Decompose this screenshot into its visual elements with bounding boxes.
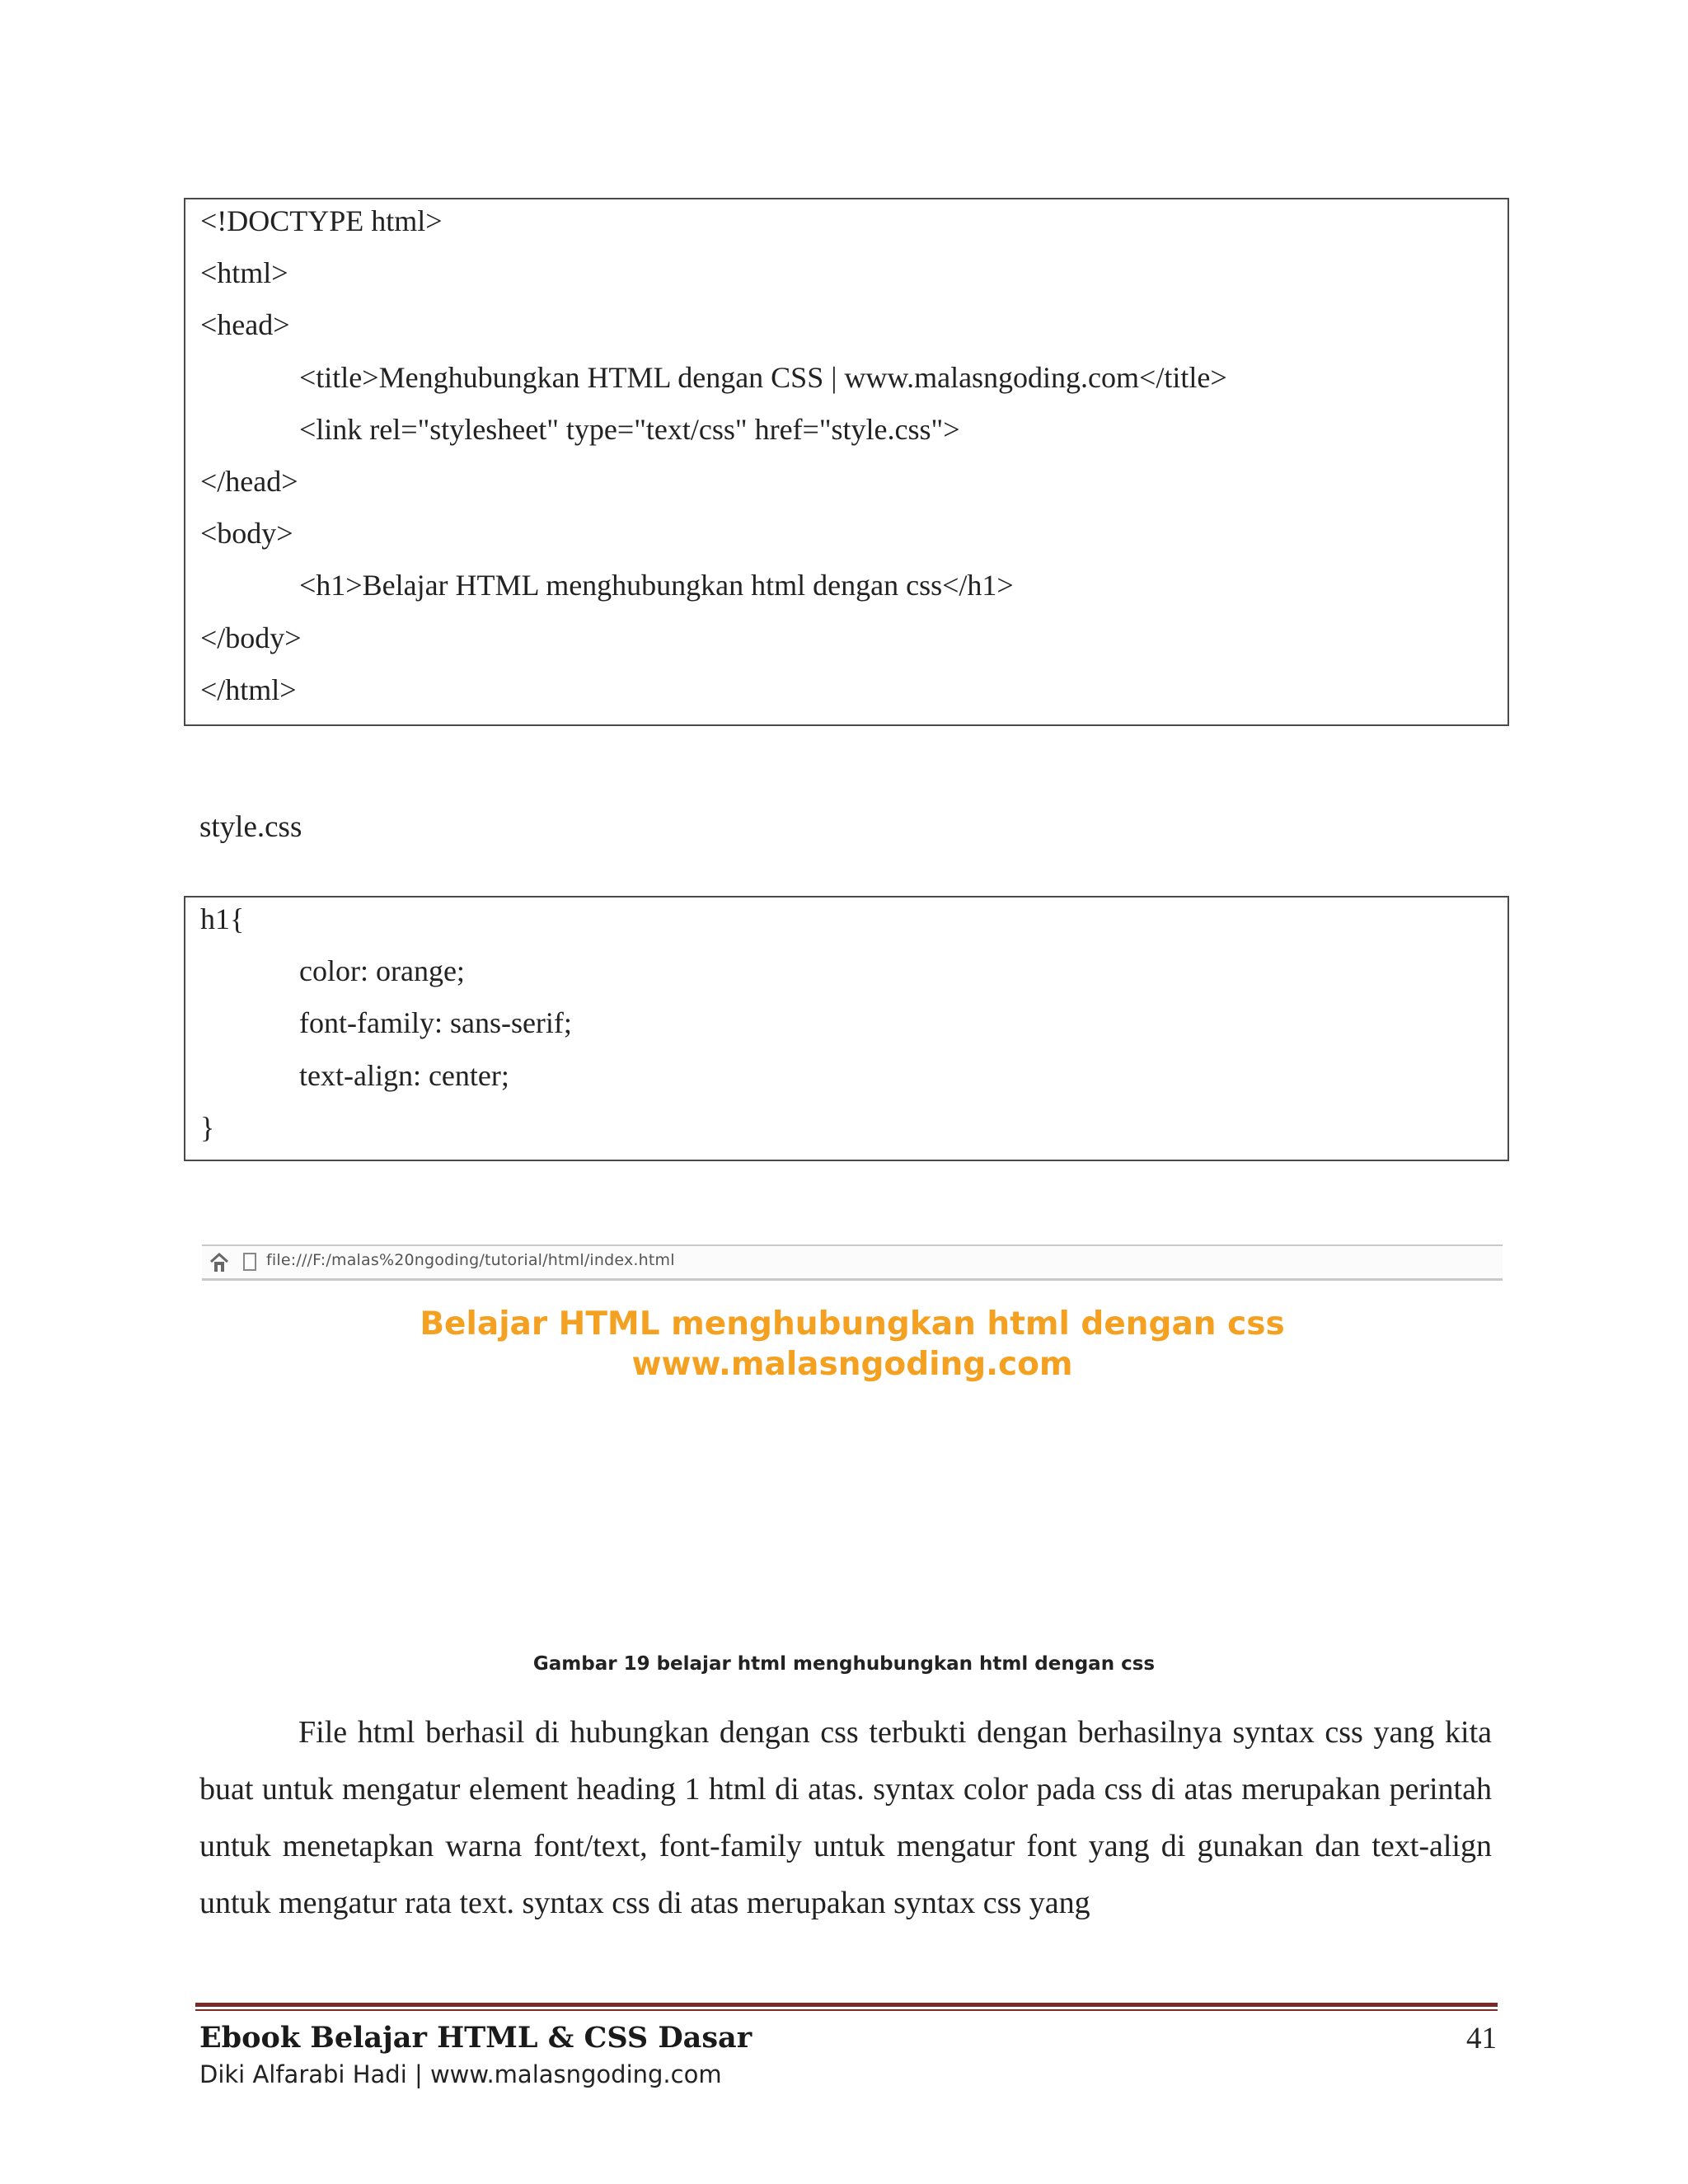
code-line: font-family: sans-serif; <box>299 1006 572 1040</box>
figure-caption: Gambar 19 belajar html menghubungkan html dengan css <box>532 1653 1156 1675</box>
footer-title: Ebook Belajar HTML & CSS Dasar <box>199 2021 753 2055</box>
code-line: <head> <box>200 308 290 342</box>
footer-rule-thin <box>195 2009 1498 2011</box>
url-text[interactable]: file:///F:/malas%20ngoding/tutorial/html/index.html <box>266 1251 675 1269</box>
footer-author: Diki Alfarabi Hadi | www.malasngoding.com <box>199 2060 722 2088</box>
code-line: </head> <box>200 465 298 498</box>
code-line: color: orange; <box>299 954 465 988</box>
page-number: 41 <box>1466 2022 1497 2055</box>
code-line: } <box>200 1110 215 1144</box>
code-line: </html> <box>200 673 297 706</box>
page-icon <box>243 1253 256 1271</box>
code-line: <html> <box>200 256 288 290</box>
code-line: <body> <box>200 517 293 551</box>
code-line: <title>Menghubungkan HTML dengan CSS | www.malasngoding.com</title> <box>299 360 1227 394</box>
address-bar[interactable] <box>202 1244 1503 1281</box>
footer-rule <box>195 2003 1498 2007</box>
code-line: text-align: center; <box>299 1058 509 1092</box>
code-line: <!DOCTYPE html> <box>200 204 443 237</box>
rendered-heading-line1: Belajar HTML menghubungkan html dengan css <box>420 1305 1285 1343</box>
css-file-label: style.css <box>199 810 302 844</box>
code-line: <link rel="stylesheet" type="text/css" href="style.css"> <box>299 412 960 446</box>
css-code-box <box>184 896 1509 1161</box>
browser-screenshot <box>202 1244 1503 1632</box>
home-icon[interactable] <box>209 1251 230 1274</box>
body-paragraph: File html berhasil di hubungkan dengan css terbukti dengan berhasilnya syntax css yang kita buat untuk mengatur element heading 1 html di atas. syntax color pada css di atas merupakan perintah untuk menetapkan warna font/text, font-family untuk mengatur font yang di gunakan dan text-align untuk mengatur rata text. syntax css di atas merupakan syntax css yang <box>199 1715 1492 1920</box>
code-line: h1{ <box>200 902 245 935</box>
html-code-box <box>184 198 1509 726</box>
code-line: </body> <box>200 621 302 654</box>
code-line: <h1>Belajar HTML menghubungkan html dengan css</h1> <box>299 569 1014 602</box>
rendered-heading-line2: www.malasngoding.com <box>631 1346 1073 1383</box>
